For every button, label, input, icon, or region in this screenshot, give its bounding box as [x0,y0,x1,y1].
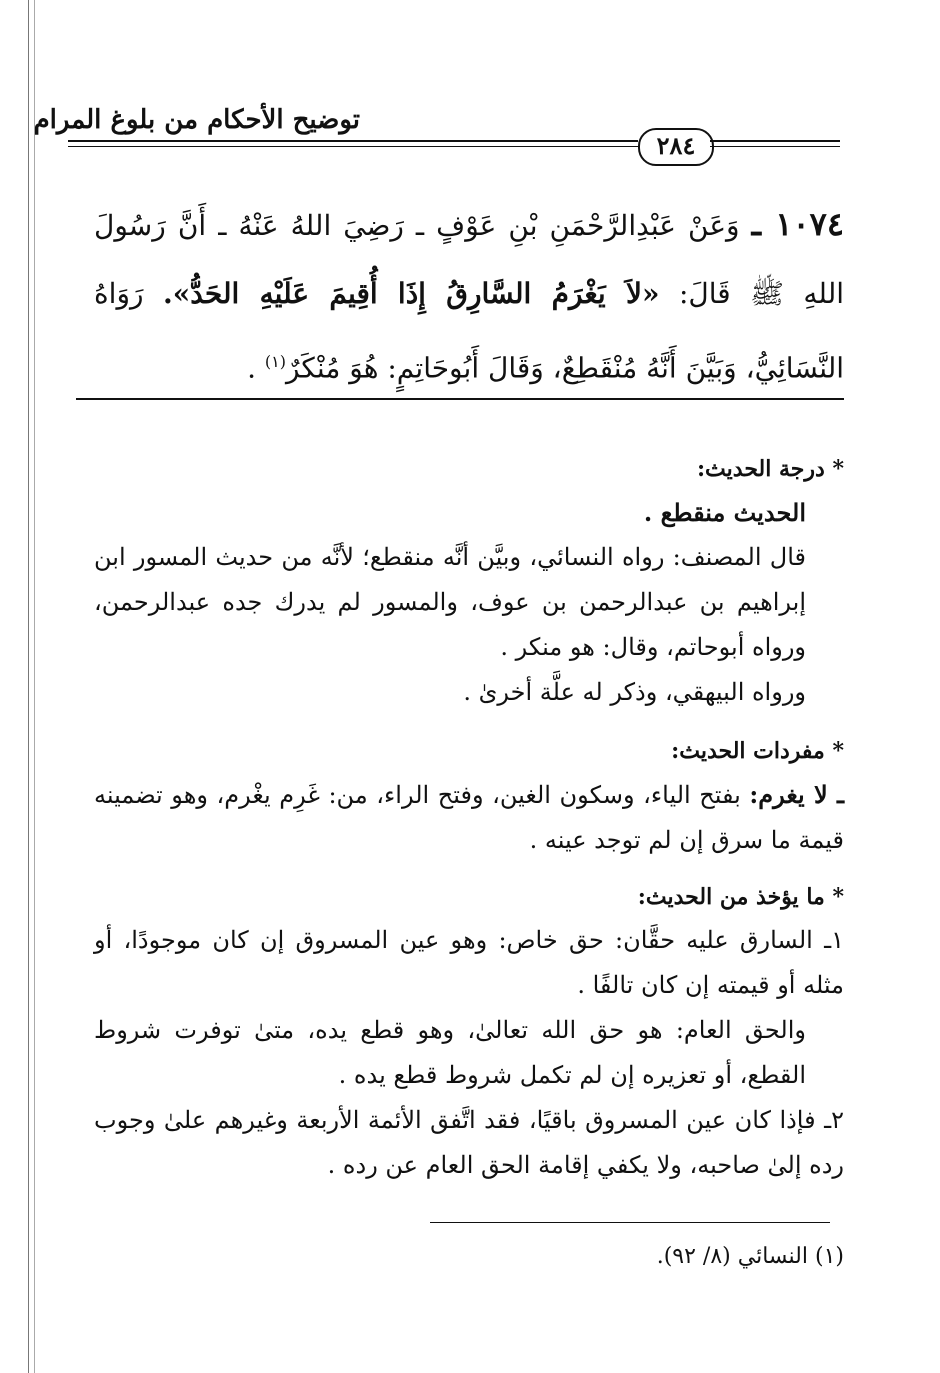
page-number: ٢٨٤ [638,128,714,166]
scan-margin-line [28,0,29,1373]
scan-margin-line [34,0,35,1373]
vocabulary-definition: بفتح الياء، وسكون الغين، وفتح الراء، من: غَرِم يغْرم، وهو تضمينه قيمة ما سرق إن لم توجد عينه . [94,781,844,854]
paragraph: والحق العام: هو حق الله تعالىٰ، وهو قطع يده، متىٰ توفرت شروط القطع، أو تعزيره إن لم تكمل شروط قطع يده . [94,1016,806,1089]
header-rule [710,140,840,152]
grade-section [94,448,844,715]
hadith-narration: رَوَاهُ النَّسَائِيُّ، وَبَيَّنَ أَنَّهُ مُنْقَطِعٌ، وَقَالَ أَبُوحَاتِمٍ: هُوَ مُنْكَرٌ [94,277,844,385]
hadith-end: . [247,351,265,385]
hadith-number: ١٠٧٤ ـ [751,205,845,243]
hadith-intro: وَعَنْ عَبْدِالرَّحْمَنِ بْنِ عَوْفٍ ـ رَضِيَ اللهُ عَنْهُ ـ أَنَّ رَسُولَ اللهِ ﷺ قَالَ: [94,209,845,310]
vocabulary-section [94,730,844,863]
section-heading: * ما يؤخذ من الحديث: [637,884,844,910]
hadith-quote: «لاَ يَغْرَمُ السَّارِقُ إِذَا أُقِيمَ عَلَيْهِ الحَدُّ». [162,277,660,310]
section-heading: * درجة الحديث: [696,456,844,482]
section-heading: * مفردات الحديث: [671,738,844,764]
header-rule [68,140,638,152]
paragraph: قال المصنف: رواه النسائي، وبيَّن أنَّه منقطع؛ لأنَّه من حديث المسور ابن إبراهيم بن عبدالرحمن بن عوف، والمسور لم يدرك جده عبدالرحمن، ورواه أبوحاتم، وقال: هو منكر . [94,543,806,661]
lessons-section [94,876,844,1188]
grade-verdict: الحديث منقطع . [643,498,806,527]
paragraph: ٢ـ فإذا كان عين المسروق باقيًا، فقد اتَّفق الأئمة الأربعة وغيرهم علىٰ وجوب رده إلىٰ صاحبه، ولا يكفي إقامة الحق العام عن رده . [94,1106,844,1179]
footnote-reference: (١) [264,352,286,371]
paragraph: ١ـ السارق عليه حقَّان: حق خاص: وهو عين المسروق إن كان موجودًا، أو مثله أو قيمته إن كان تالفًا . [94,926,844,999]
hadith-text [94,190,844,402]
footnote-rule [430,1222,830,1223]
footnote-text: النسائي (٨/ ٩٢). [656,1244,808,1269]
vocabulary-term: ـ لا يغرم: [749,780,844,809]
section-divider [76,398,844,400]
footnote-marker: (١) [814,1244,844,1269]
vocabulary-entry [94,772,844,863]
footnote [94,1237,844,1277]
paragraph: ورواه البيهقي، وذكر له علَّة أخرىٰ . [463,678,806,706]
running-header-title: توضيح الأحكام من بلوغ المرام [33,105,360,135]
